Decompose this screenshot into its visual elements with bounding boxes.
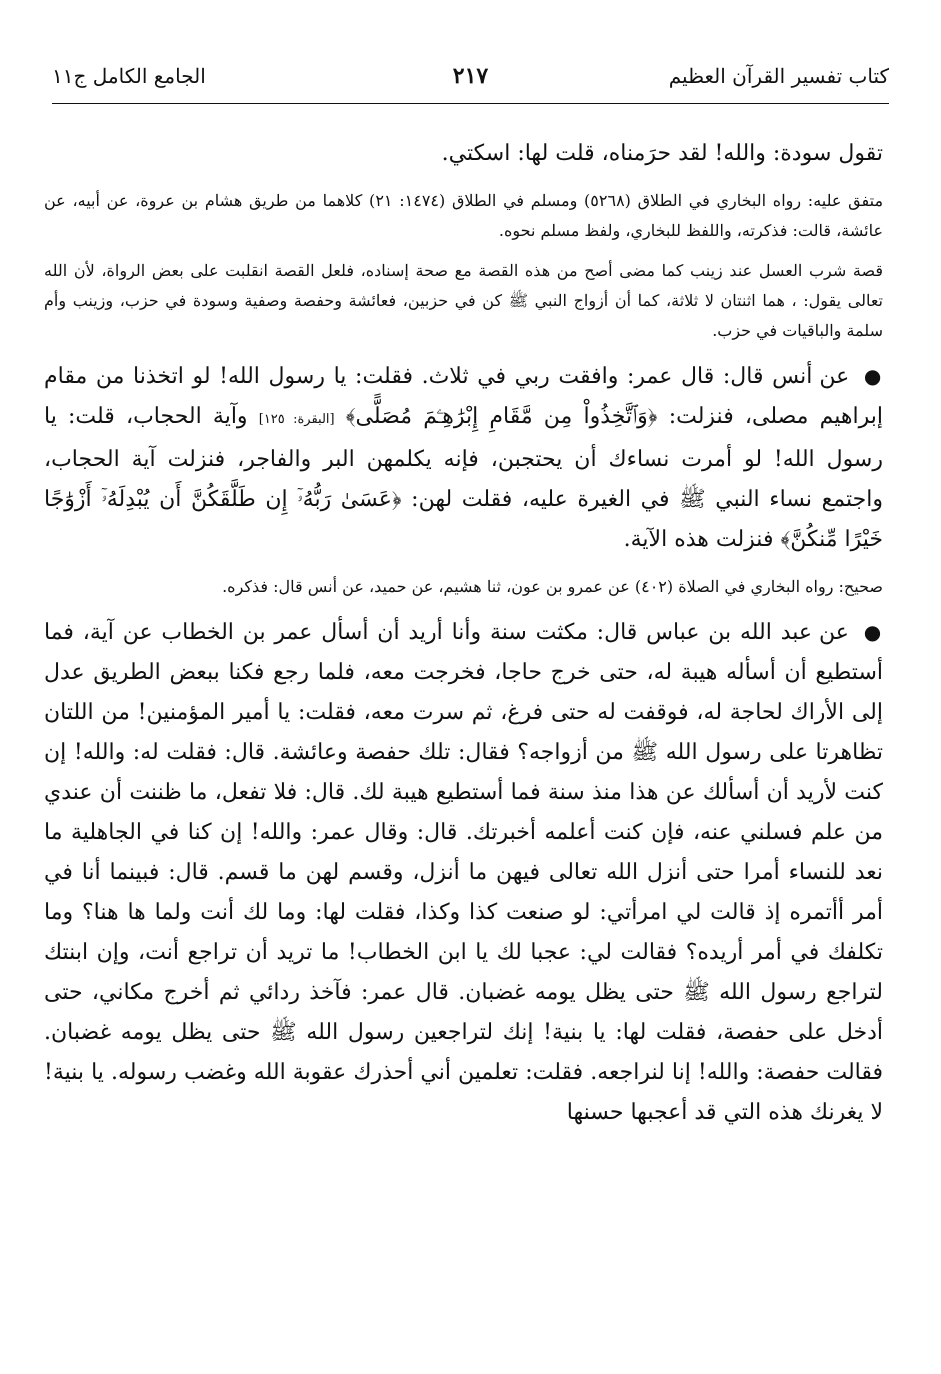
hadith-text-continued: وآية الحجاب، قلت: يا رسول الله! لو أمرت نساءك أن يحتجبن، فإنه يكلمهن البر والفاجر، فنزلت آية الحجاب، واجتمع نساء النبي ﷺ في الغيرة عليه، فقلت لهن: ﴿عَسَىٰ رَبُّهُۥٓ إِن طَلَّقَكُنَّ أَن يُبْدِلَهُۥٓ أَزْوَٰجًا خَيْرًا مِّنكُنَّ﴾ فنزلت هذه الآية. [44,404,883,552]
footnote-takhrij-1 [44,186,883,246]
page-number: ٢١٧ [452,63,489,89]
footnote-commentary [44,256,883,346]
quran-reference: [البقرة: ١٢٥] [258,412,335,427]
hadith-text: عن عبد الله بن عباس قال: مكثت سنة وأنا أريد أن أسأل عمر بن الخطاب عن آية، فما أستطيع أن أسأله هيبة له، حتى خرج حاجا، فخرجت معه، فلما رجع فكنا ببعض الطريق عدل إلى الأراك لحاجة له، فوقفت له حتى فرغ، ثم سرت معه، فقلت: يا أمير المؤمنين! من اللتان تظاهرتا على رسول الله ﷺ من أزواجه؟ فقال: تلك حفصة وعائشة. قال: فقلت له: والله! إن كنت لأريد أن أسألك عن هذا منذ سنة فما أستطيع هيبة لك. قال: فلا تفعل، ما ظننت أن عندي من علم فسلني عنه، فإن كنت أعلمه أخبرتك. قال: وقال عمر: والله! إن كنا في الجاهلية ما نعد للنساء أمرا حتى أنزل الله تعالى فيهن ما أنزل، وقسم لهن ما قسم. قال: فبينما أنا في أمر أأتمره إذ قالت لي امرأتي: لو صنعت كذا وكذا، فقلت لها: وما لك أنت ولما ها هنا؟ وما تكلفك في أمر أريده؟ فقالت لي: عجبا لك يا ابن الخطاب! ما تريد أن تراجع أنت، وإن ابنتك لتراجع رسول الله ﷺ حتى يظل يومه غضبان. قال عمر: فآخذ ردائي ثم أخرج مكاني، حتى أدخل على حفصة، فقلت لها: يا بنية! إنك لتراجعين رسول الله ﷺ حتى يظل يومه غضبان. فقالت حفصة: والله! إنا لنراجعه. فقلت: تعلمين أني أحذرك عقوبة الله وغضب رسوله. يا بنية! لا يغرنك هذه التي قد أعجبها حسنها [44,620,883,1125]
book-title: كتاب تفسير القرآن العظيم [668,64,889,88]
footnote-text: متفق عليه: رواه البخاري في الطلاق (٥٢٦٨) ومسلم في الطلاق (١٤٧٤: ٢١) كلاهما من طريق هشام بن عروة، عن أبيه، عن عائشة، قالت: فذكرته، واللفظ للبخاري، ولفظ مسلم نحوه. [44,191,884,240]
header-divider [52,103,889,104]
paragraph-text: تقول سودة: والله! لقد حرَمناه، قلت لها: اسكتي. [441,141,883,166]
page-header [52,56,889,106]
bullet-icon: ● [863,364,884,388]
hadith-anas [44,356,883,560]
footnote-takhrij-2 [44,572,883,602]
page-body [44,134,883,1145]
footnote-text: قصة شرب العسل عند زينب كما مضى أصح من هذه القصة مع صحة إسناده، فلعل القصة انقلبت على بعض الرواة، لأن الله تعالى يقول: ، هما اثنتان لا ثلاثة، كما أن أزواج النبي ﷺ كن في حزبين، فعائشة وحفصة وصفية وسودة في حزب، وزينب وأم سلمة والباقيات في حزب. [44,261,883,340]
hadith-ibn-abbas [44,612,883,1133]
bullet-icon: ● [863,620,883,644]
footnote-text: صحيح: رواه البخاري في الصلاة (٤٠٢) عن عمرو بن عون، ثنا هشيم، عن حميد، عن أنس قال: فذكره. [222,577,883,596]
volume-label: الجامع الكامل ج١١ [52,64,206,88]
hadith-text: عن أنس قال: قال عمر: وافقت ربي في ثلاث. فقلت: يا رسول الله! لو اتخذنا من مقام إبراهيم مصلى، فنزلت: ﴿وَٱتَّخِذُواْ مِن مَّقَامِ إِبْرَٰهِـۧمَ مُصَلًّى﴾ [44,364,884,429]
paragraph-sawda-quote [44,134,883,174]
